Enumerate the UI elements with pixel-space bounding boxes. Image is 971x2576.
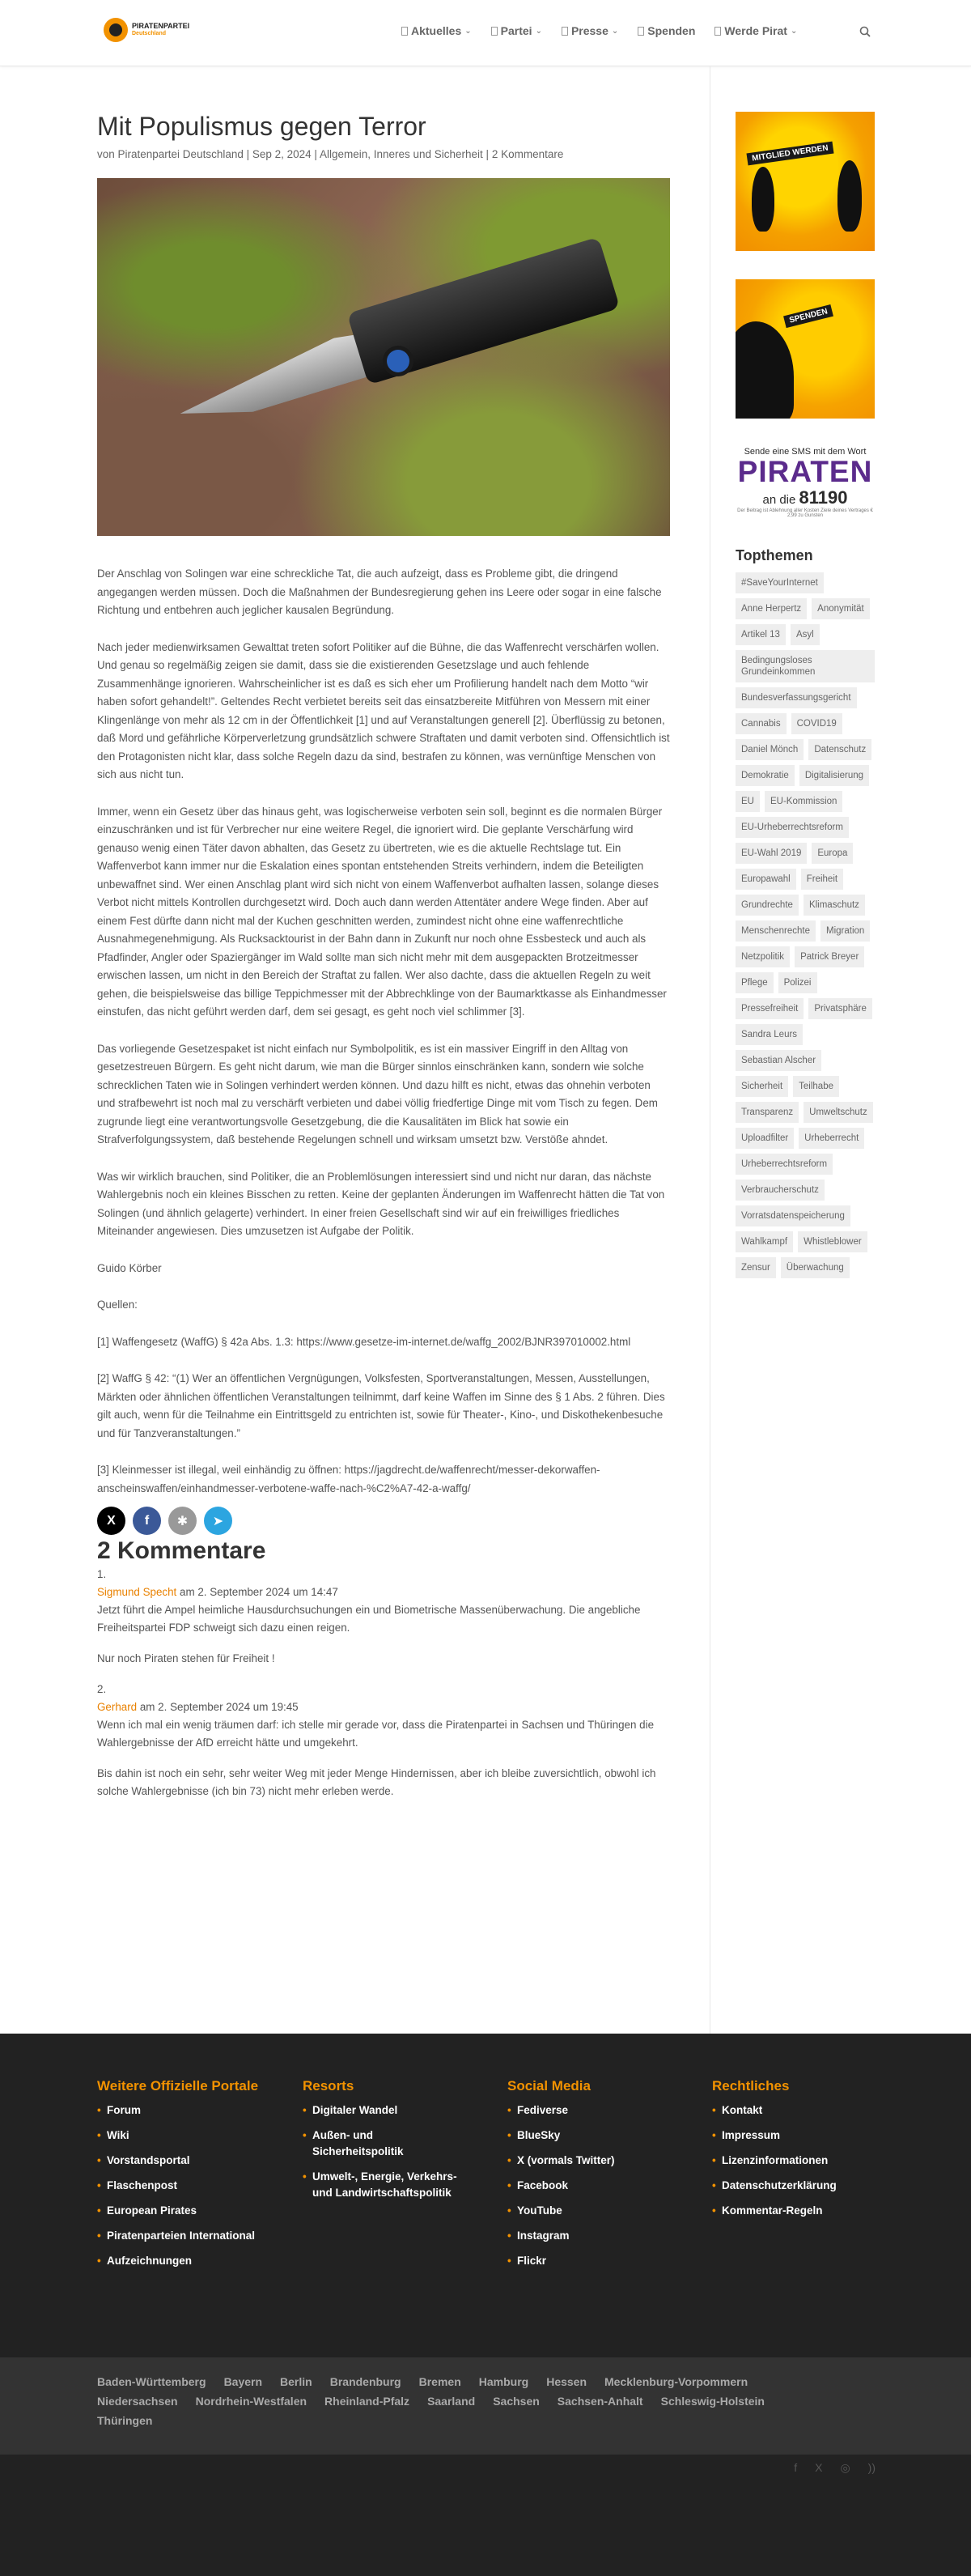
article-paragraph: Nach jeder medienwirksamen Gewalttat treten sofort Politiker auf die Bühne, die das Waffenrecht verschärfen wollen. Und genau so regelmäßig zeigen sie damit, dass sie die existierenden Gesetzslage und auch fehlende Zusammenhänge ignorieren. Wahrscheinlicher ist es daß es sich eher um Profilierung handelt nach dem Motto “wir haben sofort gehandelt!”. Geltendes Recht verbietet bereits seit das einsatzbereite Mitführen von Messern mit einer Klingenlänge von mehr als 12 cm in der Öffentlichkeit [1] und auf Veranstaltungen generell [2]. Überflüssig zu betonen, daß Mord und gefährliche Körperverletzung grundsätzlich schwere Straftaten und damit verboten sind. Offensichtlich ist den Protagonisten nicht klar, dass solche Regeln dazu da sind, bestrafen zu können, was vernünftige Menschen von sich aus nicht tun.: [97, 640, 670, 780]
state-link[interactable]: Baden-Württemberg: [97, 2375, 206, 2388]
comment-meta: [97, 1583, 670, 1601]
article-paragraph: [1] Waffengesetz (WaffG) § 42a Abs. 1.3: https://www.gesetze-im-internet.de/waffg_2002/BJNR397010002.html: [97, 1335, 631, 1348]
tag-link[interactable]: Artikel 13: [736, 624, 786, 645]
knife-pivot: [387, 350, 409, 372]
footer-link-list: [712, 2102, 874, 2219]
logo-name: PIRATENPARTEI: [132, 22, 190, 30]
footer-link[interactable]: • Umwelt-, Energie, Verkehrs- und Landwirtschaftspolitik: [303, 2169, 464, 2201]
footer-link[interactable]: • Flaschenpost: [97, 2178, 259, 2194]
footer-link[interactable]: • Vorstandsportal: [97, 2153, 259, 2169]
main-nav: [401, 24, 797, 37]
sms-number-prefix: an die: [762, 493, 796, 507]
footer-link[interactable]: • Flickr: [507, 2253, 669, 2269]
tag-link[interactable]: Zensur: [736, 1257, 776, 1278]
site-header: [0, 0, 971, 66]
tag-link[interactable]: Verbraucherschutz: [736, 1180, 825, 1201]
sms-number: 81190: [799, 487, 848, 508]
article-paragraph: [3] Kleinmesser ist illegal, weil einhändig zu öffnen: https://jagdrecht.de/waffenrecht/messer-dekorwaffen-anscheinswaffen/einhandmesser-verbotene-waffe-nach-%C2%A7-42-a-waffg/: [97, 1464, 600, 1494]
share-button-0[interactable]: X: [97, 1507, 125, 1535]
footer-link[interactable]: • Lizenzinformationen: [712, 2153, 874, 2169]
footer-link[interactable]: • Piratenparteien International: [97, 2228, 259, 2244]
tag-link[interactable]: Demokratie: [736, 765, 795, 786]
share-button-3[interactable]: ➤: [204, 1507, 232, 1535]
article-body: [97, 565, 670, 1498]
tag-link[interactable]: Menschenrechte: [736, 920, 816, 942]
article-paragraph: Was wir wirklich brauchen, sind Politiker, die an Problemlösungen interessiert sind und nicht nur daran, das nächste Wahlergebnis noch ein kleines Bisschen zu retten. Keine der geplanten Änderungen im Waffenrecht hätten die Tat von Solingen (und ähnlich gelagerte) verhindert. In einer freien Gesellschaft sind wir auf ein freiwilliges friedliches Miteinander angewiesen. Dies umzusetzen ist Aufgabe der Politik.: [97, 1170, 665, 1237]
site-footer: [0, 2034, 971, 2357]
footer-link[interactable]: • Facebook: [507, 2178, 669, 2194]
footer-link[interactable]: • Digitaler Wandel: [303, 2102, 464, 2119]
state-link[interactable]: Sachsen: [493, 2395, 540, 2408]
tag-link[interactable]: Polizei: [778, 972, 817, 993]
nav-label: Partei: [500, 24, 532, 37]
tag-link[interactable]: Bundesverfassungsgericht: [736, 687, 857, 708]
bottom-bar: [0, 2455, 971, 2576]
nav-item-3[interactable]: [638, 24, 695, 37]
tag-link[interactable]: Grundrechte: [736, 895, 799, 916]
instagram-icon[interactable]: ◎: [840, 2461, 850, 2474]
tag-link[interactable]: Anonymität: [812, 598, 870, 619]
comment-text: Bis dahin ist noch ein sehr, sehr weiter Weg mit jeder Menge Hindernissen, aber ich bleibe zuversichtlich, obwohl ich solche Wahlergebnisse (ich bin 73) nicht mehr erleben werde.: [97, 1767, 656, 1797]
footer-column-title: Rechtliches: [712, 2078, 790, 2094]
footer-link[interactable]: • Instagram: [507, 2228, 669, 2244]
article-paragraph: Guido Körber: [97, 1261, 162, 1274]
footer-link-list: [507, 2102, 669, 2269]
footer-link[interactable]: • BlueSky: [507, 2128, 669, 2144]
spenden-label: SPENDEN: [783, 304, 833, 328]
tag-link[interactable]: Europawahl: [736, 869, 796, 890]
state-link[interactable]: Hamburg: [478, 2375, 529, 2388]
footer-link[interactable]: • X (vormals Twitter): [507, 2153, 669, 2169]
logo-mark: [104, 18, 128, 42]
site-logo[interactable]: [104, 18, 189, 42]
sms-fineprint: Der Beitrag ist Ablehnung aller Kosten Ziele deines Vertrages € 2,99 zu Gunsten: [737, 508, 873, 518]
facebook-icon[interactable]: f: [794, 2461, 798, 2474]
footer-link[interactable]: • Forum: [97, 2102, 259, 2119]
chevron-down-icon: ⌄: [535, 26, 542, 36]
tag-link[interactable]: Sandra Leurs: [736, 1024, 803, 1045]
footer-link[interactable]: • YouTube: [507, 2203, 669, 2219]
state-link[interactable]: Berlin: [280, 2375, 312, 2388]
state-link[interactable]: Bayern: [223, 2375, 263, 2388]
comment: [97, 1681, 670, 1800]
page-content: [0, 66, 971, 2034]
post-title: Mit Populismus gegen Terror: [97, 112, 426, 141]
nav-item-0[interactable]: [401, 24, 472, 37]
tag-link[interactable]: Digitalisierung: [799, 765, 869, 786]
chevron-down-icon: ⌄: [790, 26, 798, 36]
chevron-down-icon: ⌄: [464, 26, 472, 36]
nav-label: Aktuelles: [411, 24, 462, 37]
state-link[interactable]: Thüringen: [97, 2414, 153, 2427]
tag-link[interactable]: Transparenz: [736, 1102, 799, 1123]
sidebar: [736, 112, 875, 1278]
state-link[interactable]: Hessen: [546, 2375, 587, 2388]
tag-link[interactable]: COVID19: [791, 713, 842, 734]
share-button-1[interactable]: f: [133, 1507, 161, 1535]
sms-keyword: PIRATEN: [737, 455, 873, 488]
article-paragraph: Immer, wenn ein Gesetz über das hinaus geht, was logischerweise verboten sein soll, beginnt es die normalen Bürger einzuschränken und ist für Verbrecher nur eine weitere Regel, die ignoriert wird. Die geplante Verschärfung wird genauso wenig einen Täter davon abhalten, das Gesetz zu übertreten, wie es die aktuelle Rechtslage tut. Ein Waffenverbot kann immer nur die Eskalation eines spontan entstehenden Streits verhindern, indem die Beteiligten unbewaffnet sind. Wer einen Anschlag plant wird sich nicht von einem Waffenverbot aufhalten lassen, solange dieses Verbot nicht mittels Kontrollen durchgesetzt wird. Doch auch dann werden Attentäter andere Wege finden. Aber auf einem Fest dürfte dann nicht mal der Kuchen geschnitten werden, zumindest nicht ohne eine waffenrechtliche Ausnahmegenehmigung. Als Rucksacktourist in der Bahn dann in Zukunft nur noch ohne Essbesteck und auch als Pfadfinder, Angler oder Spaziergänger im Wald sollte man sich nicht mehr mit dem ausgepackten Brotzeitmesser erwischen lassen, um nicht in den Bereich der Straftat zu fallen. Wer also dachte, dass die aktuellen Regeln zu weit gehen, die beispielsweise das billige Teppichmesser mit der Abbrechklinge von der Baumarktkasse als Einhandmesser einstufen, das nicht geführt werden darf, dem sei gesagt, es geht noch viel schlimmer [3].: [97, 805, 667, 1018]
nav-item-2[interactable]: [562, 24, 618, 37]
tag-link[interactable]: Uploadfilter: [736, 1128, 794, 1149]
tag-link[interactable]: Klimaschutz: [804, 895, 865, 916]
state-link[interactable]: Schleswig-Holstein: [660, 2395, 765, 2408]
nav-box-icon: [638, 27, 644, 36]
tag-link[interactable]: EU-Kommission: [765, 791, 842, 812]
footer-link[interactable]: • European Pirates: [97, 2203, 259, 2219]
tag-link[interactable]: EU-Urheberrechtsreform: [736, 817, 849, 838]
tag-link[interactable]: EU: [736, 791, 760, 812]
nav-box-icon: [401, 27, 408, 36]
footer-column: [303, 2078, 464, 2210]
comment-author[interactable]: Sigmund Specht: [97, 1586, 177, 1598]
tag-link[interactable]: Privatsphäre: [808, 998, 872, 1019]
chevron-down-icon: ⌄: [611, 26, 619, 36]
article-paragraph: Das vorliegende Gesetzespaket ist nicht einfach nur Symbolpolitik, es ist ein massiver Eingriff in den Alltag von gesetzestreuen Bürgern. Es geht nicht darum, wie man die Bürger sinnlos einschränken kann, sondern wie solche schrecklichen Taten wie in Solingen verhindert werden können. Und dazu hilft es nicht, etwas das ohnehin verboten und strafbewehrt ist noch mal zu verschärft verbieten und dabei völlig friedfertige Dinge mit vom Tisch zu fegen. Dem zugrunde liegt eine verantwortungsvolle Gesetzgebung, die die Kausalitäten im Blick hat sowie ein Strafverfolgungssystem, daß bestehende Regelungen schnell und wirksam umsetzt bzw. Verstöße ahndet.: [97, 1042, 658, 1146]
footer-link-list: [303, 2102, 464, 2201]
tag-link[interactable]: Pressefreiheit: [736, 998, 804, 1019]
state-links-bar: [0, 2357, 971, 2455]
sms-spenden-banner[interactable]: [736, 447, 875, 518]
article-paragraph: [2] WaffG § 42: “(1) Wer an öffentlichen Vergnügungen, Volksfesten, Sportveranstaltungen, Messen, Ausstellungen, Märkten oder ähnlichen öffentlichen Veranstaltungen teilnimmt, darf keine Waffen im Sinne des § 1 Abs. 2 führen. Dies gilt auch, wenn für die Teilnahme ein Eintrittsgeld zu entrichten ist, sowie für Theater-, Kino-, und Diskothekenbesuche und für Tanzveranstaltungen.”: [97, 1372, 665, 1439]
comment-text: Wenn ich mal ein wenig träumen darf: ich stelle mir gerade vor, dass die Piratenpartei in Sachsen und Thüringen die Wahlergebnisse der AfD erreicht hätte und umgekehrt.: [97, 1719, 655, 1749]
footer-link[interactable]: • Aufzeichnungen: [97, 2253, 259, 2269]
comments-title: 2 Kommentare: [97, 1537, 266, 1564]
tag-link[interactable]: Vorratsdatenspeicherung: [736, 1205, 850, 1226]
footer-link[interactable]: • Kommentar-Regeln: [712, 2203, 874, 2219]
tag-link[interactable]: Netzpolitik: [736, 946, 790, 967]
tag-link[interactable]: Sebastian Alscher: [736, 1050, 821, 1071]
nav-label: Werde Pirat: [724, 24, 787, 37]
comment: [97, 1566, 670, 1668]
comment-list: [97, 1566, 670, 1800]
logo-subtitle: Deutschland: [132, 31, 167, 36]
search-icon[interactable]: [859, 26, 871, 37]
comment-date[interactable]: am 2. September 2024 um 19:45: [139, 1701, 299, 1713]
tag-link[interactable]: Cannabis: [736, 713, 787, 734]
main-column: [97, 110, 670, 1813]
tag-link[interactable]: Anne Herpertz: [736, 598, 807, 619]
post-meta[interactable]: von Piratenpartei Deutschland | Sep 2, 2024 | Allgemein, Inneres und Sicherheit | 2 Kommentare: [97, 148, 564, 160]
tag-link[interactable]: Urheberrechtsreform: [736, 1154, 833, 1175]
nav-item-1[interactable]: [491, 24, 542, 37]
footer-link[interactable]: • Wiki: [97, 2128, 259, 2144]
tag-link[interactable]: EU-Wahl 2019: [736, 843, 807, 864]
tag-link[interactable]: Pflege: [736, 972, 774, 993]
tag-link[interactable]: Whistleblower: [798, 1231, 867, 1252]
nav-item-4[interactable]: [714, 24, 797, 37]
comment-text: Nur noch Piraten stehen für Freiheit !: [97, 1652, 275, 1664]
nav-label: Spenden: [647, 24, 696, 37]
mitglied-werden-banner[interactable]: [736, 112, 875, 251]
nav-box-icon: [562, 27, 568, 36]
state-link[interactable]: Saarland: [427, 2395, 476, 2408]
comment-number: 1.: [97, 1568, 107, 1580]
comment-text: Jetzt führt die Ampel heimliche Hausdurchsuchungen ein und Biometrische Massenüberwachung. Die angebliche Freiheitspartei FDP schweigt sich dazu einen reigen.: [97, 1604, 641, 1634]
state-link[interactable]: Mecklenburg-Vorpommern: [604, 2375, 748, 2388]
state-link[interactable]: Nordrhein-Westfalen: [195, 2395, 307, 2408]
article-paragraph: Der Anschlag von Solingen war eine schreckliche Tat, die auch aufzeigt, dass es Probleme gibt, die dringend angegangen werden müssen. Doch die Maßnahmen der Bundesregierung gehen ins Leere oder sogar in eine falsche Richtung und entbehren auch jeglicher kausalen Begründung.: [97, 567, 662, 616]
tag-link[interactable]: Überwachung: [781, 1257, 850, 1278]
comment-date[interactable]: am 2. September 2024 um 14:47: [180, 1586, 338, 1598]
tag-link[interactable]: Datenschutz: [808, 739, 871, 760]
tag-link[interactable]: Europa: [812, 843, 853, 864]
topthemen-heading: Topthemen: [736, 547, 813, 563]
nav-box-icon: [491, 27, 498, 36]
hero-image: [97, 178, 670, 536]
state-link[interactable]: Sachsen-Anhalt: [557, 2395, 643, 2408]
mitglied-werden-label: MITGLIED WERDEN: [746, 142, 833, 166]
footer-link[interactable]: • Datenschutzerklärung: [712, 2178, 874, 2194]
tag-link[interactable]: Teilhabe: [793, 1076, 839, 1097]
tag-link[interactable]: Sicherheit: [736, 1076, 788, 1097]
comment-meta: [97, 1698, 670, 1716]
x-icon[interactable]: X: [815, 2461, 823, 2474]
footer-column: [712, 2078, 874, 2228]
tag-link[interactable]: Wahlkampf: [736, 1231, 793, 1252]
sms-instruction: Sende eine SMS mit dem Wort: [744, 447, 867, 457]
social-icons: [794, 2461, 876, 2475]
tag-link[interactable]: Daniel Mönch: [736, 739, 804, 760]
footer-column-title: Social Media: [507, 2078, 591, 2094]
state-link[interactable]: Niedersachsen: [97, 2395, 178, 2408]
state-link[interactable]: Bremen: [418, 2375, 461, 2388]
tag-link[interactable]: Bedingungsloses Grundeinkommen: [736, 650, 875, 682]
footer-column-title: Weitere Offizielle Portale: [97, 2078, 259, 2094]
nav-box-icon: [714, 27, 721, 36]
article-paragraph: Quellen:: [97, 1299, 138, 1311]
rss-icon[interactable]: )): [867, 2461, 876, 2474]
tag-cloud: [736, 572, 875, 1278]
tag-link[interactable]: #SaveYourInternet: [736, 572, 824, 593]
tag-link[interactable]: Umweltschutz: [804, 1102, 873, 1123]
state-link[interactable]: Rheinland-Pfalz: [324, 2395, 410, 2408]
share-button-2[interactable]: ✱: [168, 1507, 197, 1535]
tag-link[interactable]: Patrick Breyer: [795, 946, 864, 967]
footer-column: [97, 2078, 259, 2278]
footer-link[interactable]: • Impressum: [712, 2128, 874, 2144]
nav-label: Presse: [570, 24, 608, 37]
spenden-banner[interactable]: [736, 279, 875, 419]
footer-column: [507, 2078, 669, 2278]
footer-link[interactable]: • Kontakt: [712, 2102, 874, 2119]
state-list: [97, 2374, 825, 2429]
tag-link[interactable]: Freiheit: [801, 869, 843, 890]
comment-author[interactable]: Gerhard: [97, 1701, 138, 1713]
footer-link-list: [97, 2102, 259, 2269]
tag-link[interactable]: Urheberrecht: [799, 1128, 864, 1149]
tag-link[interactable]: Migration: [820, 920, 870, 942]
share-buttons: [97, 1507, 670, 1535]
comment-number: 2.: [97, 1683, 107, 1695]
state-link[interactable]: Brandenburg: [329, 2375, 401, 2388]
tag-link[interactable]: Asyl: [791, 624, 820, 645]
footer-link[interactable]: • Fediverse: [507, 2102, 669, 2119]
footer-link[interactable]: • Außen- und Sicherheitspolitik: [303, 2128, 464, 2160]
footer-column-title: Resorts: [303, 2078, 354, 2094]
